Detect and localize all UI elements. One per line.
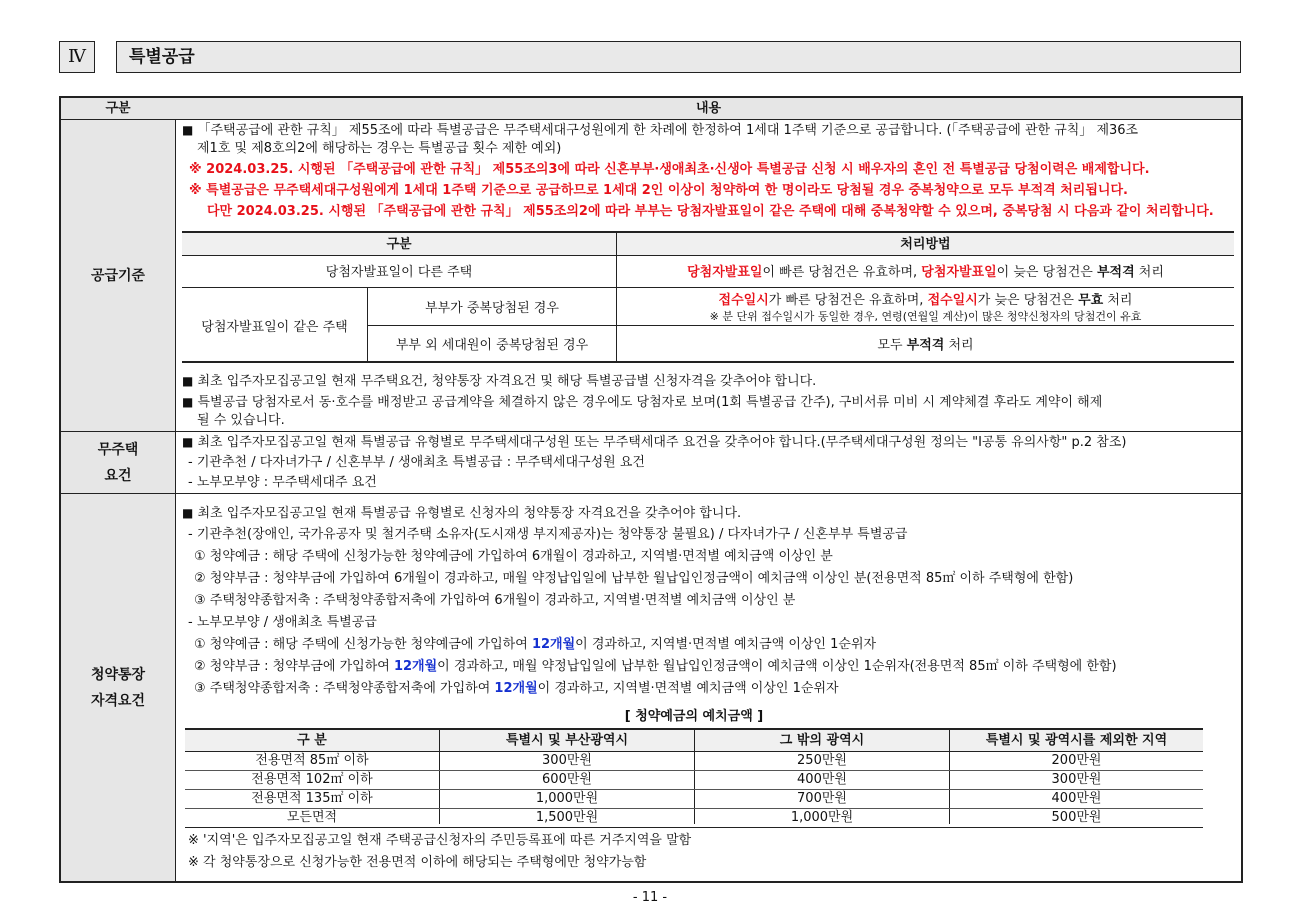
deposit-header: 그 밖의 광역시 [779,733,865,748]
supply-line3: ■ 특별공급 당첨자로서 동·호수를 배정받고 공급계약을 체결하지 않은 경우에도 당첨자로 보며(1회 특별공급 간주), 구비서류 미비 시 계약체결 후라도 계약이 해제 [182,395,1103,410]
nohouse-line2: - 기관추천 / 다자녀가구 / 신혼부부 / 생애최초 특별공급 : 무주택세대구성원 요건 [188,455,645,470]
dup-header-method: 처리방법 [900,236,951,252]
header-content: 내용 [695,101,722,116]
deposit-header: 특별시 및 부산광역시 [505,733,629,748]
deposit-table-title: [ 청약예금의 예치금액 ] [624,709,764,724]
deposit-header: 특별시 및 광역시를 제외한 지역 [985,733,1168,748]
section-number: Ⅳ [59,41,95,73]
dup-header-category: 구분 [386,236,412,252]
account-note1: ※ '지역'은 입주자모집공고일 현재 주택공급신청자의 주민등록표에 따른 거주지역을 말함 [188,833,692,848]
table-header [61,98,1241,120]
table-row [185,752,1203,771]
duplicate-win-table [182,231,1234,363]
deposit-cell: 전용면적 85㎡ 이하 [255,753,369,768]
dup-row2-sub: 부부가 중복당첨된 경우 [425,301,559,316]
account-b3: ③ 주택청약종합저축 : 주택청약종합저축에 가입하여 12개월이 경과하고, 지역별·면적별 예치금액 이상인 1순위자 [194,681,839,696]
account-line1: ■ 최초 입주자모집공고일 현재 특별공급 유형별로 신청자의 청약통장 자격요건을 갖추어야 합니다. [182,506,742,521]
account-b1: ① 청약예금 : 해당 주택에 신청가능한 청약예금에 가입하여 12개월이 경과하고, 지역별·면적별 예치금액 이상인 1순위자 [194,637,877,652]
section-header [59,41,1241,73]
account-a1: ① 청약예금 : 해당 주택에 신청가능한 청약예금에 가입하여 6개월이 경과하고, 지역별·면적별 예치금액 이상인 분 [194,549,833,564]
deposit-cell: 전용면적 135㎡ 이하 [251,791,373,806]
section-title: 특별공급 [116,41,1241,73]
deposit-cell: 1,000만원 [535,791,599,806]
deposit-header: 구 분 [297,733,327,748]
supply-line3-cont: 될 수 있습니다. [197,413,285,428]
header-category: 구분 [105,101,131,116]
deposit-cell: 전용면적 102㎡ 이하 [251,772,373,787]
dup-row3-method: 모두 부적격 처리 [877,338,974,353]
nohouse-line3: - 노부모부양 : 무주택세대주 요건 [188,475,377,490]
dup-row2-category: 당첨자발표일이 같은 주택 [201,320,348,335]
deposit-cell: 400만원 [797,772,847,787]
main-table [59,96,1243,883]
deposit-cell: 200만원 [1051,753,1102,768]
deposit-cell: 300만원 [542,753,592,768]
account-a2: ② 청약부금 : 청약부금에 가입하여 6개월이 경과하고, 매월 약정납입일에 납부한 월납입인정금액이 예치금액 이상인 분(전용면적 85㎡ 이하 주택형에 한함) [194,571,1074,586]
supply-note3: 다만 2024.03.25. 시행된 「주택공급에 관한 규칙」 제55조의2에 따라 부부는 당첨자발표일이 같은 주택에 대해 중복청약할 수 있으며, 중복당첨 시 다음과 같이 처리합니다. [207,204,1214,219]
deposit-cell: 모든면적 [286,810,338,825]
page-number: - 11 - [632,890,668,905]
supply-line1: ■ 「주택공급에 관한 규칙」 제55조에 따라 특별공급은 무주택세대구성원에게 한 차례에 한정하여 1세대 1주택 기준으로 공급합니다. (「주택공급에 관한 규칙」 제36조 [182,123,1139,138]
deposit-cell: 1,000만원 [790,810,854,825]
table-row [185,790,1203,809]
supply-line1-cont: 제1호 및 제8호의2에 해당하는 경우는 특별공급 횟수 제한 예외) [197,141,562,156]
account-line2: - 기관추천(장애인, 국가유공자 및 철거주택 소유자(도시재생 부지제공자)는 청약통장 불필요) / 다자녀가구 / 신혼부부 특별공급 [188,527,908,542]
account-line3: - 노부모부양 / 생애최초 특별공급 [188,615,377,630]
nohouse-line1: ■ 최초 입주자모집공고일 현재 특별공급 유형별로 무주택세대구성원 또는 무주택세대주 요건을 갖추어야 합니다.(무주택세대구성원 정의는 "Ⅰ공통 유의사항" p.2 참조) [182,435,1127,450]
deposit-cell: 250만원 [797,753,847,768]
table-row [185,809,1203,828]
dup-row2-note: ※ 분 단위 접수일시가 동일한 경우, 연령(연월일 계산)이 많은 청약신청자의 당첨건이 유효 [709,310,1142,323]
deposit-cell: 1,500만원 [535,810,599,825]
table-row [185,771,1203,790]
supply-note1: ※ 2024.03.25. 시행된 「주택공급에 관한 규칙」 제55조의3에 따라 신혼부부·생애최초·신생아 특별공급 신청 시 배우자의 혼인 전 특별공급 당첨이력은 배제합니다. [189,162,1150,177]
account-b2: ② 청약부금 : 청약부금에 가입하여 12개월이 경과하고, 매월 약정납입일에 납부한 월납입인정금액이 예치금액 이상인 1순위자(전용면적 85㎡ 이하 주택형에 한함) [194,659,1117,674]
deposit-cell: 400만원 [1051,791,1102,806]
dup-row1-method: 당첨자발표일이 빠른 당첨건은 유효하며, 당첨자발표일이 늦은 당첨건은 부적격 처리 [687,265,1164,280]
deposit-cell: 700만원 [797,791,847,806]
dup-row1-category: 당첨자발표일이 다른 주택 [325,265,473,280]
account-a3: ③ 주택청약종합저축 : 주택청약종합저축에 가입하여 6개월이 경과하고, 지역별·면적별 예치금액 이상인 분 [194,593,796,608]
category-supply: 공급기준 [61,120,175,431]
supply-line2: ■ 최초 입주자모집공고일 현재 무주택요건, 청약통장 자격요건 및 해당 특별공급별 신청자격을 갖추어야 합니다. [182,374,817,389]
category-account: 청약통장 자격요건 [61,494,175,881]
dup-row2-method: 접수일시가 빠른 당첨건은 유효하며, 접수일시가 늦은 당첨건은 무효 처리 ※ 분 단위 접수일시가 동일한 경우, 연령(연월일 계산)이 많은 청약신청자의 당첨건이 유효 [709,293,1142,323]
supply-note2: ※ 특별공급은 무주택세대구성원에게 1세대 1주택 기준으로 공급하므로 1세대 2인 이상이 청약하여 한 명이라도 당첨될 경우 중복청약으로 모두 부적격 처리됩니다. [189,183,1128,198]
deposit-cell: 500만원 [1051,810,1102,825]
category-nohouse: 무주택 요건 [61,432,175,493]
deposit-cell: 600만원 [542,772,592,787]
dup-row3-sub: 부부 외 세대원이 중복당첨된 경우 [395,338,589,353]
deposit-cell: 300만원 [1051,772,1102,787]
account-note2: ※ 각 청약통장으로 신청가능한 전용면적 이하에 해당되는 주택형에만 청약가능함 [188,855,647,870]
